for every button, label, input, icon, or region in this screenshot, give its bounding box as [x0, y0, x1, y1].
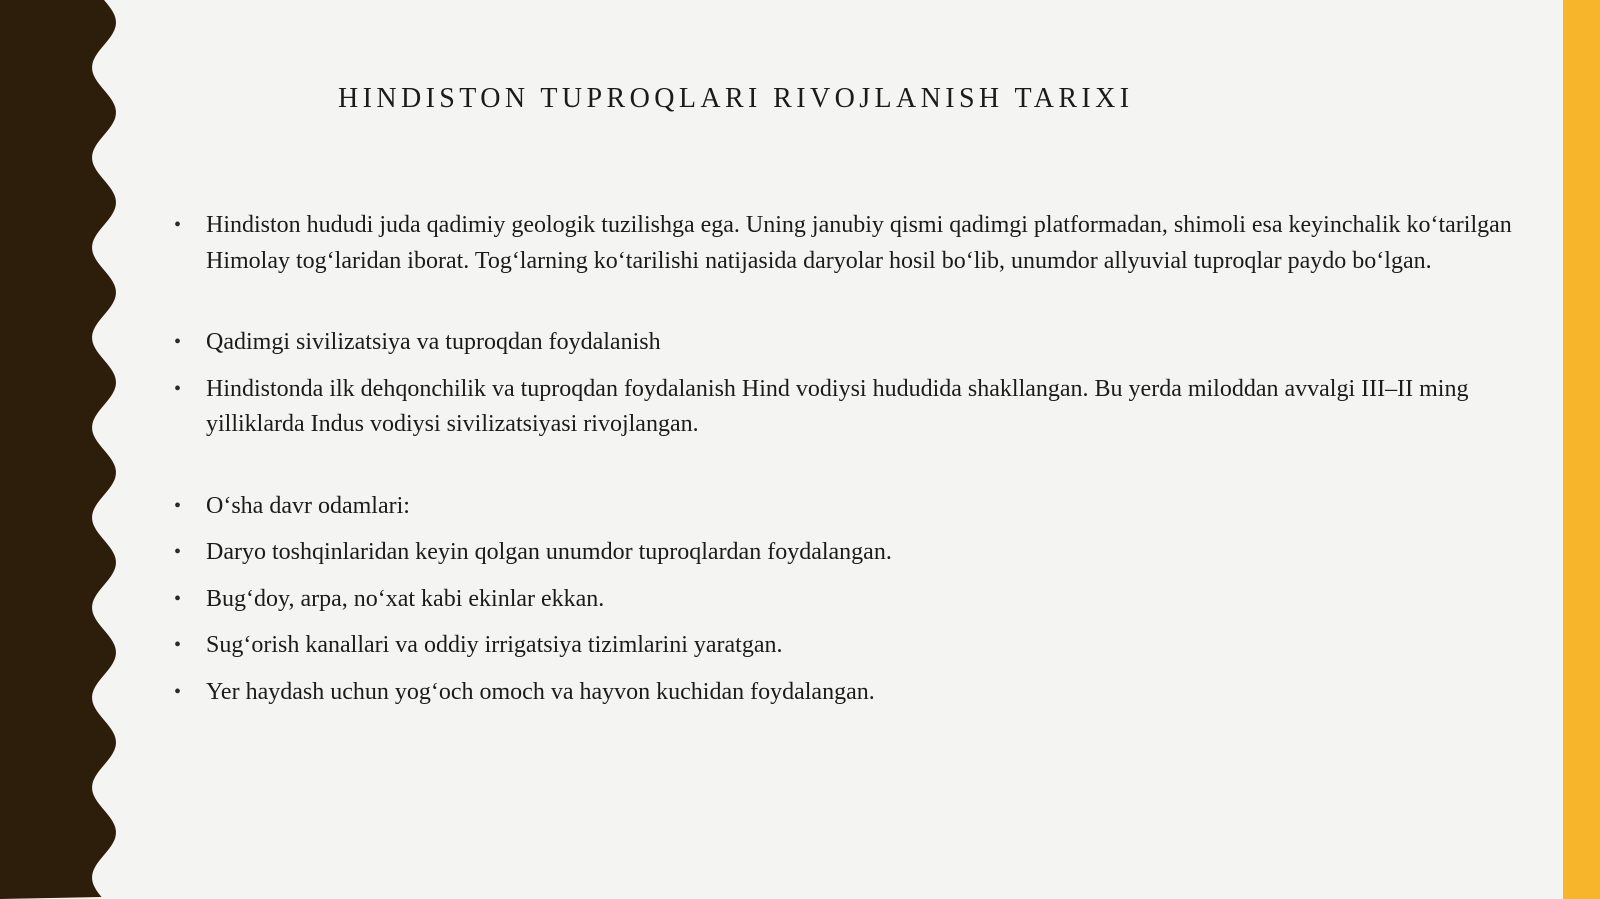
bullet-item-geology: [170, 208, 1550, 279]
slide-title: HINDISTON TUPROQLARI RIVOJLANISH TARIXI: [338, 83, 1134, 114]
bullet-text: Hindiston hududi juda qadimiy geologik tuzilishga ega. Uning janubiy qismi qadimgi platformadan, shimoli esa keyinchalik ko‘tarilgan Himolay tog‘laridan iborat. Tog‘larning ko‘tarilishi natijasida daryolar hosil bo‘lib, unumdor allyuvial tuproqlar paydo bo‘lgan.: [206, 212, 1512, 274]
bullet-item-plough: [170, 675, 1550, 711]
bullet-text: Bug‘doy, arpa, no‘xat kabi ekinlar ekkan.: [206, 585, 605, 612]
bullet-item-people-heading: [170, 489, 1550, 525]
bullet-dot-icon: •: [174, 587, 182, 610]
bullet-dot-icon: •: [174, 494, 182, 517]
bullet-dot-icon: •: [174, 331, 182, 353]
bullet-text: Sug‘orish kanallari va oddiy irrigatsiya tizimlarini yaratgan.: [206, 632, 783, 658]
bullet-item-crops: [170, 582, 1550, 618]
bullet-dot-icon: •: [174, 634, 182, 656]
bullet-dot-icon: •: [174, 377, 182, 400]
bullet-item-irrigation: [170, 628, 1550, 664]
bullet-text: O‘sha davr odamlari:: [206, 492, 410, 519]
bullet-text: Hindistonda ilk dehqonchilik va tuproqdan foydalanish Hind vodiysi hududida shakllangan. Bu yerda miloddan avvalgi III–II ming yilliklarda Indus vodiysi sivilizatsiyasi rivojlangan.: [206, 375, 1469, 437]
bullet-item-civilization-heading: [170, 325, 1550, 361]
bullet-text: Qadimgi sivilizatsiya va tuproqdan foydalanish: [206, 329, 661, 355]
bullet-text: Yer haydash uchun yog‘och omoch va hayvon kuchidan foydalangan.: [206, 678, 875, 705]
right-accent-bar: [1563, 0, 1600, 899]
bullet-item-indus: [170, 372, 1550, 443]
bullet-text: Daryo toshqinlaridan keyin qolgan unumdor tuproqlardan foydalangan.: [206, 539, 892, 565]
wavy-left-band: [0, 0, 130, 899]
bullet-list: [170, 208, 1550, 721]
bullet-dot-icon: •: [174, 541, 182, 563]
bullet-item-floods: [170, 535, 1550, 571]
bullet-dot-icon: •: [174, 214, 182, 236]
bullet-dot-icon: •: [174, 680, 182, 703]
